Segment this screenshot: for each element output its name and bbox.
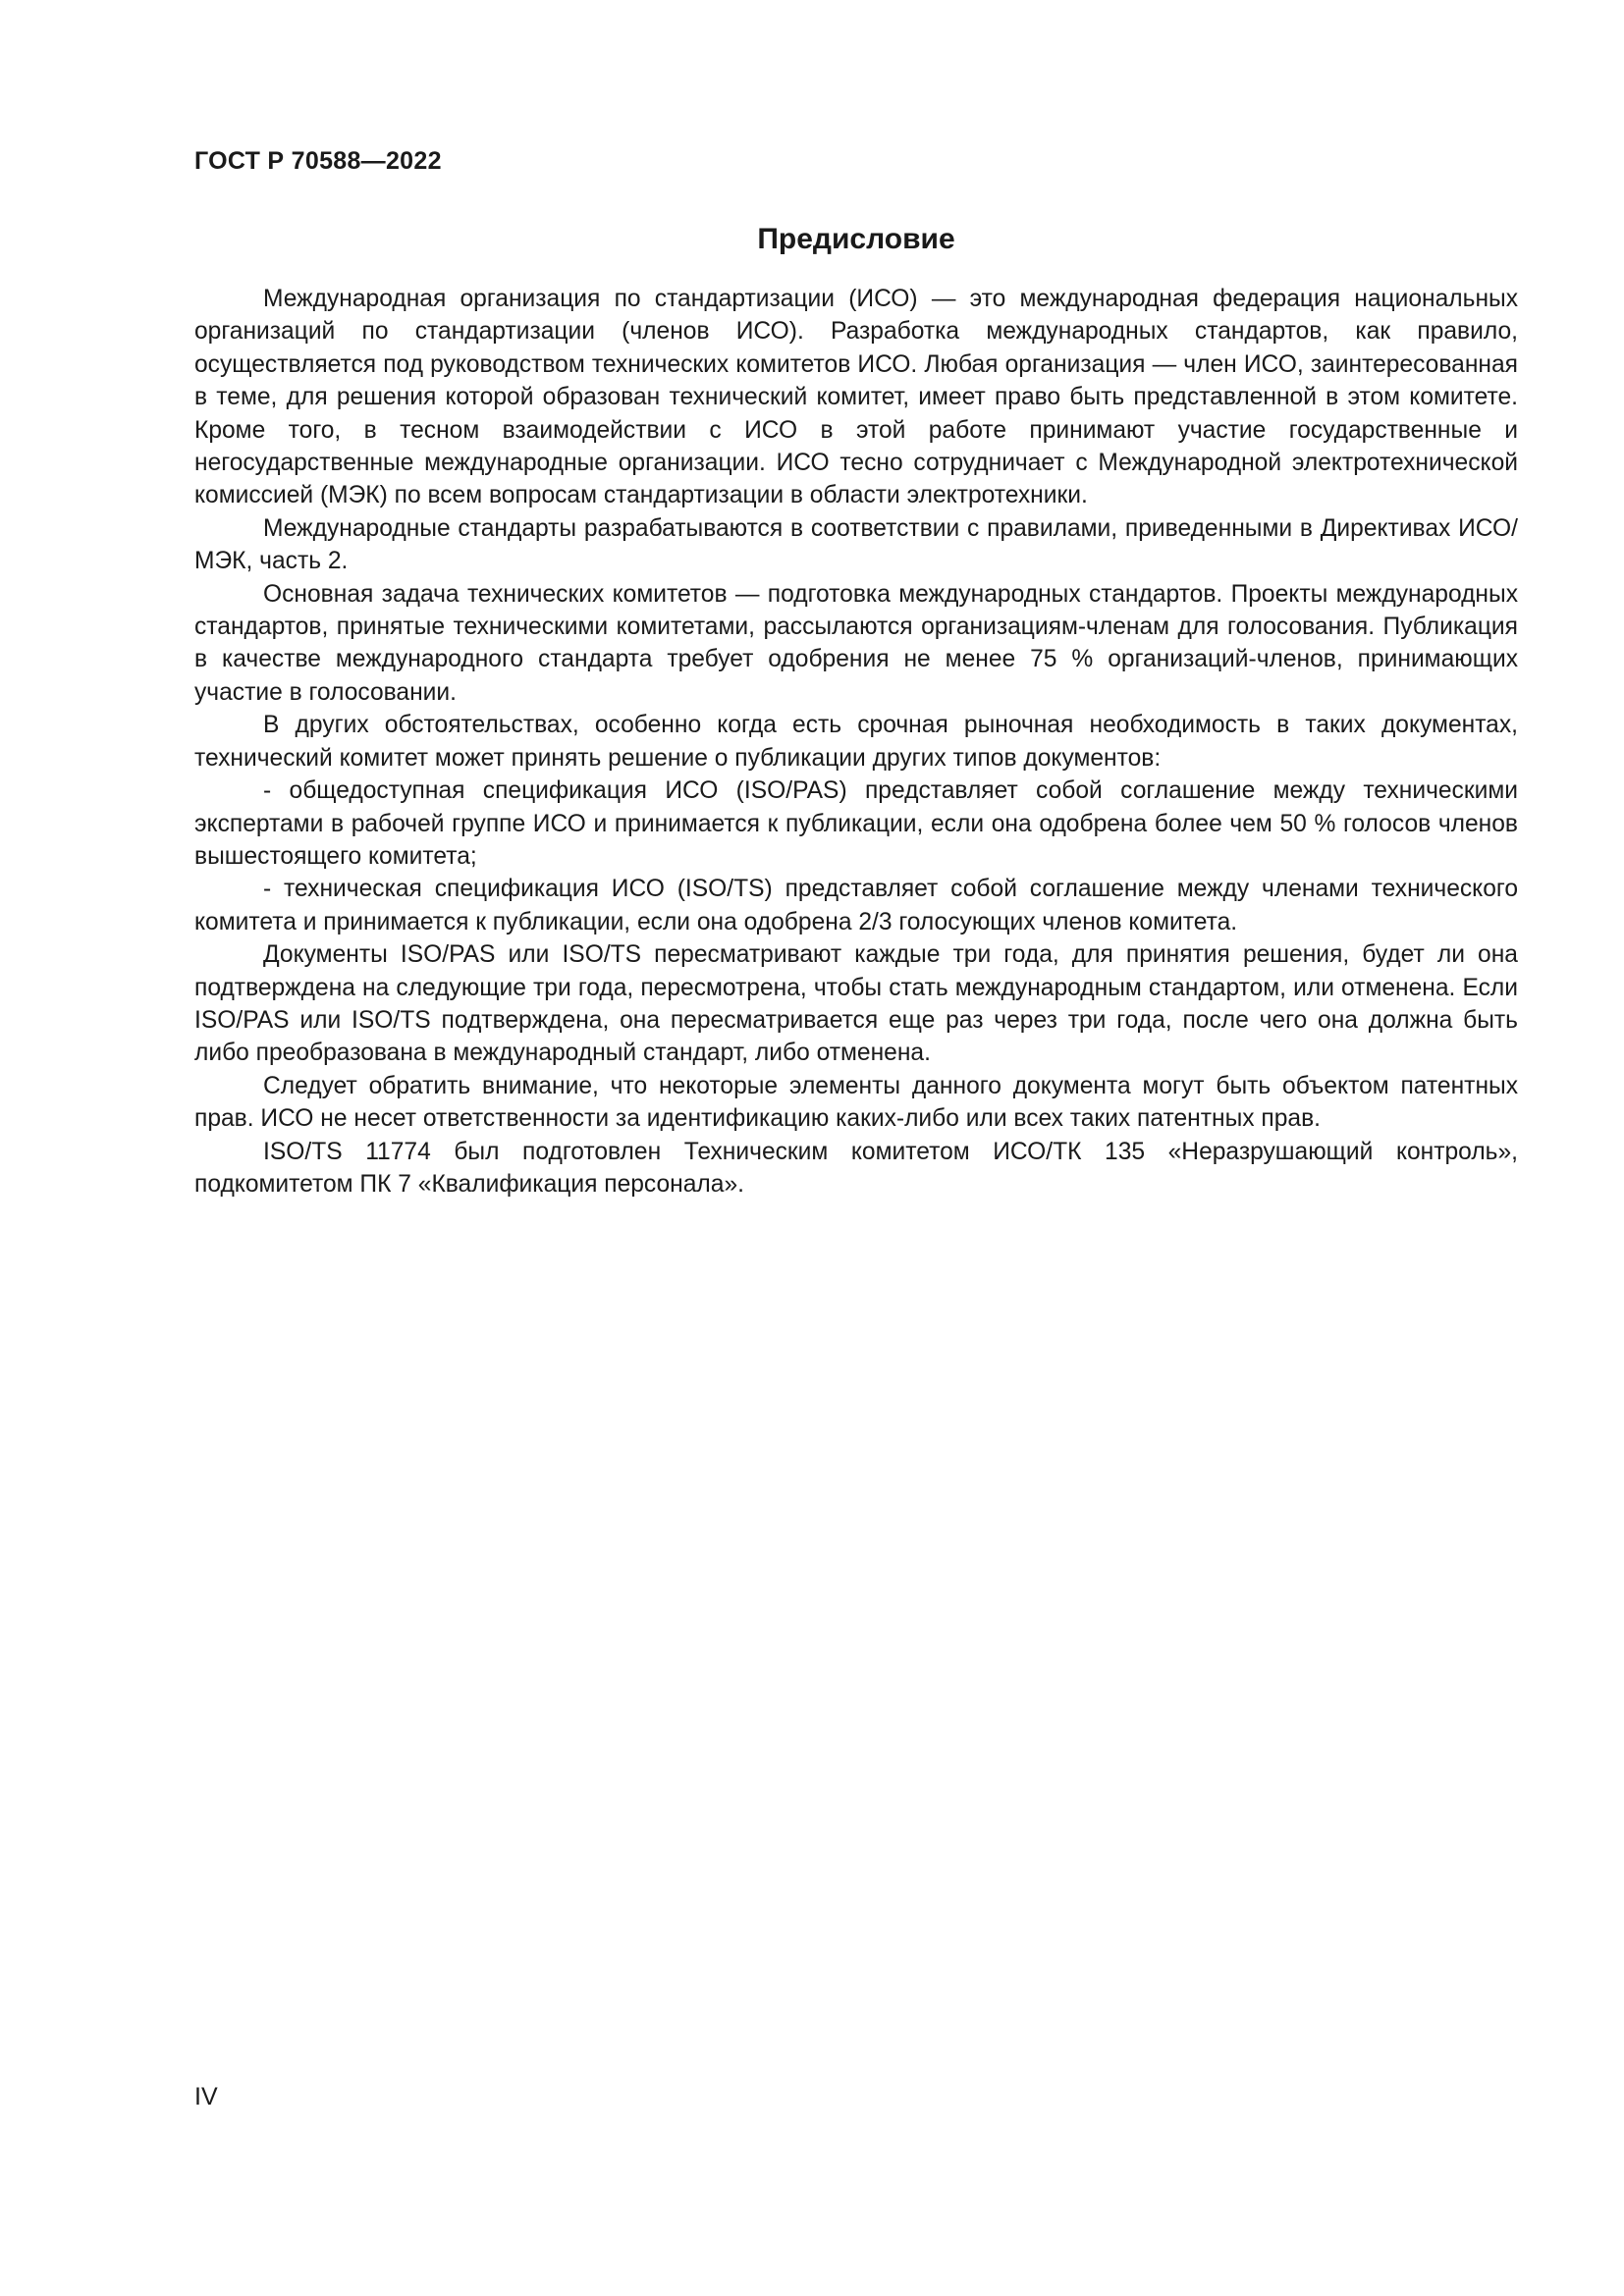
list-item-iso-ts: - техническая спецификация ИСО (ISO/TS) представляет собой соглашение между членами технического комитета и принимается к публикации, если она одобрена 2/3 голосующих членов комитета. <box>194 876 1518 935</box>
paragraph-patent: Следует обратить внимание, что некоторые элементы данного документа могут быть объектом патентных прав. ИСО не несет ответственности за идентификацию каких-либо или всех таких патентных прав. <box>194 1072 1518 1133</box>
paragraph-iso-intro: Международная организация по стандартизации (ИСО) — это международная федерация национальных организаций по стандартизации (членов ИСО). Разработка международных стандартов, как правило, осуществляется под руководством технических комитетов ИСО. Любая организация — член ИСО, заинтересованная в теме, для решения которой образован технический комитет, имеет право быть представленной в этом комитете. Кроме того, в тесном взаимодействии с ИСО в этой работе принимают участие государственные и негосударственные международные организации. ИСО тесно сотрудничает с Международной электротехнической комиссией (МЭК) по всем вопросам стандартизации в области электротехники. <box>194 286 1518 509</box>
paragraph-directives: Международные стандарты разрабатываются в соответствии с правилами, приведенными в Директивах ИСО/МЭК, часть 2. <box>194 514 1518 575</box>
paragraph-prepared-by: ISO/TS 11774 был подготовлен Техническим комитетом ИСО/ТК 135 «Неразрушающий контроль», подкомитетом ПК 7 «Квалификация персонала». <box>194 1138 1518 1198</box>
document-code: ГОСТ Р 70588—2022 <box>194 147 442 175</box>
foreword-body <box>194 283 1518 1201</box>
list-item-iso-pas: - общедоступная спецификация ИСО (ISO/PAS) представляет собой соглашение между техническими экспертами в рабочей группе ИСО и принимается к публикации, если она одобрена более чем 50 % голосов членов вышестоящего комитета; <box>194 777 1518 870</box>
foreword-title: Предисловие <box>757 223 955 255</box>
paragraph-other-circumstances: В других обстоятельствах, особенно когда есть срочная рыночная необходимость в таких документах, технический комитет может принять решение о публикации других типов документов: <box>194 712 1518 772</box>
paragraph-main-task: Основная задача технических комитетов — подготовка международных стандартов. Проекты международных стандартов, принятые техническими комитетами, рассылаются организациям-членам для голосования. Публикация в качестве международного стандарта требует одобрения не менее 75 % организаций-членов, принимающих участие в голосовании. <box>194 580 1518 706</box>
paragraph-review: Документы ISO/PAS или ISO/TS пересматривают каждые три года, для принятия решения, будет ли она подтверждена на следующие три года, пересмотрена, чтобы стать международным стандартом, или отменена. Если ISO/PAS или ISO/TS подтверждена, она пересматривается еще раз через три года, после чего она должна быть либо преобразована в международный стандарт, либо отменена. <box>194 941 1518 1067</box>
page-number: IV <box>194 2083 218 2110</box>
